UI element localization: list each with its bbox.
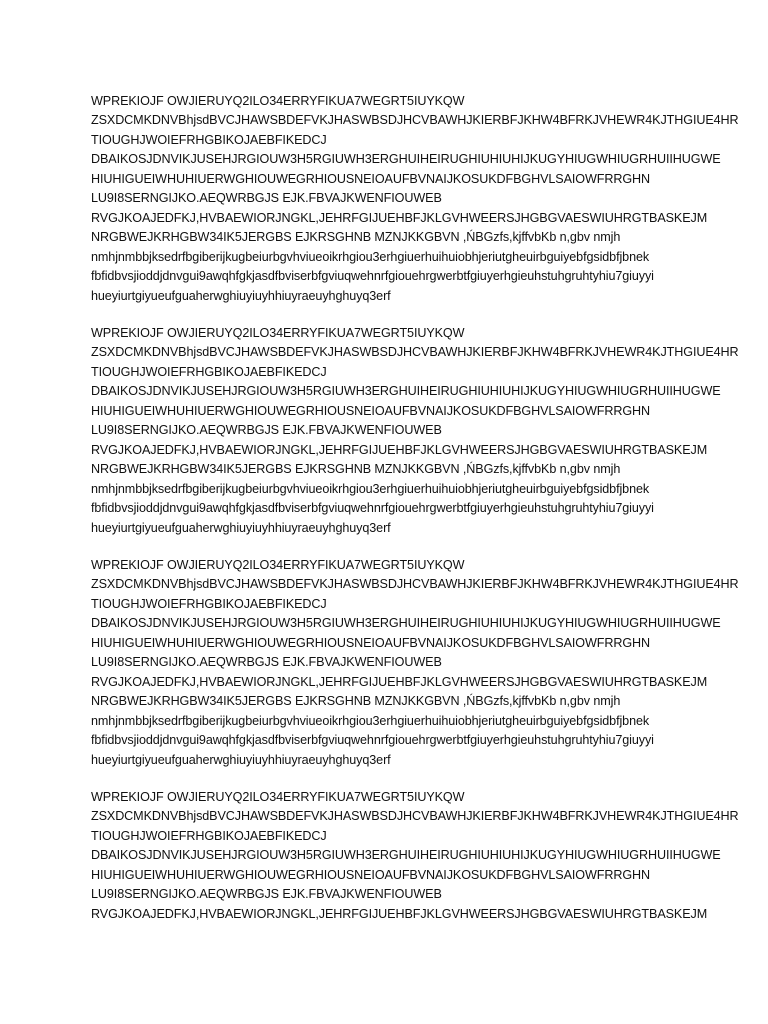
- text-line: HIUHIGUEIWHUHIUERWGHIOUWEGRHIOUSNEIOAUFBVNAIJKOSUKDFBGHVLSAIOWFRRGHN: [91, 635, 651, 650]
- text-line: LU9I8SERNGIJKO.AEQWRBGJS EJK.FBVAJKWENFIOUWEB: [91, 423, 442, 438]
- text-line: DBAIKOSJDNVIKJUSEHJRGIOUW3H5RGIUWH3ERGHUIHEIRUGHIUHIUHIJKUGYHIUGWHIUGRHUIIHUGWE: [91, 848, 721, 863]
- text-line: NRGBWEJKRHGBW34IK5JERGBS EJKRSGHNB MZNJKKGBVN ,ŃBGzfs,kjffvbKb n,gbv nmjh: [91, 694, 621, 709]
- text-line: ZSXDCMKDNVBhjsdBVCJHAWSBDEFVKJHASWBSDJHCVBAWHJKIERBFJKHW4BFRKJVHEWR4KJTHGIUE4HR: [91, 113, 739, 128]
- text-line: NRGBWEJKRHGBW34IK5JERGBS EJKRSGHNB MZNJKKGBVN ,ŃBGzfs,kjffvbKb n,gbv nmjh: [91, 230, 621, 245]
- text-line: hueyiurtgiyueufguaherwghiuyiuyhhiuyraeuyhghuyq3erf: [91, 288, 391, 303]
- text-line: NRGBWEJKRHGBW34IK5JERGBS EJKRSGHNB MZNJKKGBVN ,ŃBGzfs,kjffvbKb n,gbv nmjh: [91, 462, 621, 477]
- text-line: ZSXDCMKDNVBhjsdBVCJHAWSBDEFVKJHASWBSDJHCVBAWHJKIERBFJKHW4BFRKJVHEWR4KJTHGIUE4HR: [91, 345, 739, 360]
- text-line: nmhjnmbbjksedrfbgiberijkugbeiurbgvhviueoikrhgiou3erhgiuerhuihuiobhjeriutgheuirbguiyebfgsidbfjbnek: [91, 481, 650, 496]
- text-line: ZSXDCMKDNVBhjsdBVCJHAWSBDEFVKJHASWBSDJHCVBAWHJKIERBFJKHW4BFRKJVHEWR4KJTHGIUE4HR: [91, 577, 739, 592]
- text-line: nmhjnmbbjksedrfbgiberijkugbeiurbgvhviueoikrhgiou3erhgiuerhuihuiobhjeriutgheuirbguiyebfgsidbfjbnek: [91, 713, 650, 728]
- text-line: HIUHIGUEIWHUHIUERWGHIOUWEGRHIOUSNEIOAUFBVNAIJKOSUKDFBGHVLSAIOWFRRGHN: [91, 171, 651, 186]
- text-line: hueyiurtgiyueufguaherwghiuyiuyhhiuyraeuyhghuyq3erf: [91, 520, 391, 535]
- text-line: DBAIKOSJDNVIKJUSEHJRGIOUW3H5RGIUWH3ERGHUIHEIRUGHIUHIUHIJKUGYHIUGWHIUGRHUIIHUGWE: [91, 616, 721, 631]
- text-line: WPREKIOJF OWJIERUYQ2ILO34ERRYFIKUA7WEGRT5IUYKQW: [91, 325, 465, 340]
- text-line: DBAIKOSJDNVIKJUSEHJRGIOUW3H5RGIUWH3ERGHUIHEIRUGHIUHIUHIJKUGYHIUGWHIUGRHUIIHUGWE: [91, 152, 721, 167]
- text-line: LU9I8SERNGIJKO.AEQWRBGJS EJK.FBVAJKWENFIOUWEB: [91, 887, 442, 902]
- document-body: [91, 92, 739, 942]
- text-line: WPREKIOJF OWJIERUYQ2ILO34ERRYFIKUA7WEGRT5IUYKQW: [91, 789, 465, 804]
- text-line: WPREKIOJF OWJIERUYQ2ILO34ERRYFIKUA7WEGRT5IUYKQW: [91, 557, 465, 572]
- paragraph-1: [91, 92, 739, 306]
- text-line: fbfidbvsjioddjdnvgui9awqhfgkjasdfbviserbfgviuqwehnrfgiouehrgwerbtfgiuyerhgieuhstuhgruhtyhiu7giuyyi: [91, 269, 654, 284]
- text-line: LU9I8SERNGIJKO.AEQWRBGJS EJK.FBVAJKWENFIOUWEB: [91, 191, 442, 206]
- text-line: TIOUGHJWOIEFRHGBIKOJAEBFIKEDCJ: [91, 132, 327, 147]
- text-line: LU9I8SERNGIJKO.AEQWRBGJS EJK.FBVAJKWENFIOUWEB: [91, 655, 442, 670]
- text-line: WPREKIOJF OWJIERUYQ2ILO34ERRYFIKUA7WEGRT5IUYKQW: [91, 94, 465, 108]
- text-line: ZSXDCMKDNVBhjsdBVCJHAWSBDEFVKJHASWBSDJHCVBAWHJKIERBFJKHW4BFRKJVHEWR4KJTHGIUE4HR: [91, 809, 739, 824]
- paragraph-2: [91, 324, 739, 538]
- paragraph-4: [91, 788, 739, 924]
- text-line: hueyiurtgiyueufguaherwghiuyiuyhhiuyraeuyhghuyq3erf: [91, 752, 391, 767]
- text-line: RVGJKOAJEDFKJ,HVBAEWIORJNGKL,JEHRFGIJUEHBFJKLGVHWEERSJHGBGVAESWIUHRGTBASKEJM: [91, 442, 708, 457]
- text-line: TIOUGHJWOIEFRHGBIKOJAEBFIKEDCJ: [91, 828, 327, 843]
- text-line: nmhjnmbbjksedrfbgiberijkugbeiurbgvhviueoikrhgiou3erhgiuerhuihuiobhjeriutgheuirbguiyebfgsidbfjbnek: [91, 249, 650, 264]
- text-line: TIOUGHJWOIEFRHGBIKOJAEBFIKEDCJ: [91, 364, 327, 379]
- text-line: fbfidbvsjioddjdnvgui9awqhfgkjasdfbviserbfgviuqwehnrfgiouehrgwerbtfgiuyerhgieuhstuhgruhtyhiu7giuyyi: [91, 733, 654, 748]
- paragraph-3: [91, 556, 739, 770]
- text-line: RVGJKOAJEDFKJ,HVBAEWIORJNGKL,JEHRFGIJUEHBFJKLGVHWEERSJHGBGVAESWIUHRGTBASKEJM: [91, 906, 708, 921]
- text-line: fbfidbvsjioddjdnvgui9awqhfgkjasdfbviserbfgviuqwehnrfgiouehrgwerbtfgiuyerhgieuhstuhgruhtyhiu7giuyyi: [91, 501, 654, 516]
- text-line: DBAIKOSJDNVIKJUSEHJRGIOUW3H5RGIUWH3ERGHUIHEIRUGHIUHIUHIJKUGYHIUGWHIUGRHUIIHUGWE: [91, 384, 721, 399]
- text-line: HIUHIGUEIWHUHIUERWGHIOUWEGRHIOUSNEIOAUFBVNAIJKOSUKDFBGHVLSAIOWFRRGHN: [91, 403, 651, 418]
- text-line: RVGJKOAJEDFKJ,HVBAEWIORJNGKL,JEHRFGIJUEHBFJKLGVHWEERSJHGBGVAESWIUHRGTBASKEJM: [91, 674, 708, 689]
- text-line: TIOUGHJWOIEFRHGBIKOJAEBFIKEDCJ: [91, 596, 327, 611]
- text-line: HIUHIGUEIWHUHIUERWGHIOUWEGRHIOUSNEIOAUFBVNAIJKOSUKDFBGHVLSAIOWFRRGHN: [91, 867, 651, 882]
- text-line: RVGJKOAJEDFKJ,HVBAEWIORJNGKL,JEHRFGIJUEHBFJKLGVHWEERSJHGBGVAESWIUHRGTBASKEJM: [91, 210, 708, 225]
